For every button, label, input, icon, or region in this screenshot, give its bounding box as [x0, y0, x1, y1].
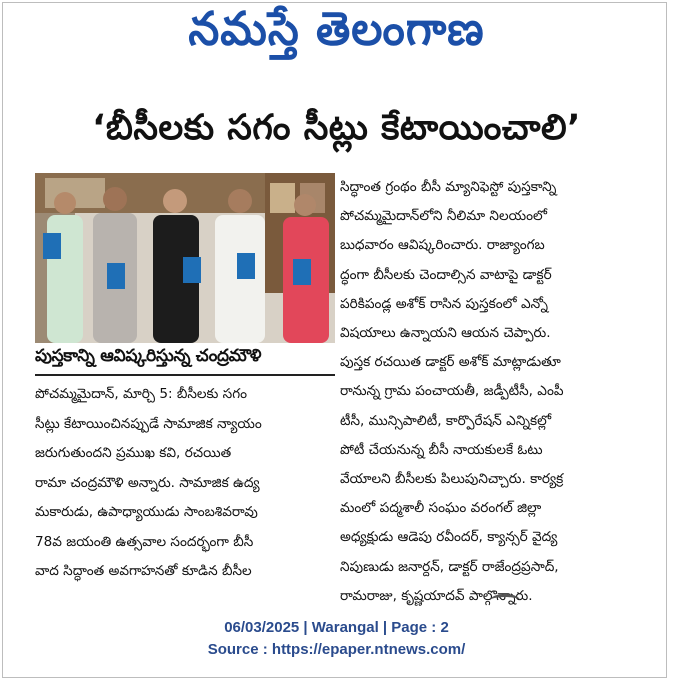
footer-source-link[interactable]: Source : https://epaper.ntnews.com/ [207, 641, 466, 658]
text-line: పరికిపండ్ల అశోక్ రాసిన పుస్తకంలో ఎన్నో [340, 295, 548, 312]
photo-caption: పుస్తకాన్ని ఆవిష్కరిస్తున్న చంద్రమౌళి [35, 346, 262, 366]
text-line: రానున్న గ్రామ పంచాయతీ, జడ్పీటీసీ, ఎంపీ [340, 383, 564, 400]
text-line: టీసీ, మున్సిపాలిటీ, కార్పొరేషన్ ఎన్నికల్లో [340, 412, 552, 429]
article-column-left [35, 380, 338, 587]
text-line: ద్ధంగా బీసీలకు చెందాల్సిన వాటాపై డాక్టర్ [340, 266, 552, 283]
cropped-text-fragment [490, 594, 520, 607]
text-line: సిద్ధాంత గ్రంథం బీసీ మ్యానిఫెస్టో పుస్తకాన్ని [340, 179, 557, 195]
text-line: పోచమ్మమైదాన్, మార్చి 5: బీసీలకు సగం [35, 386, 248, 402]
text-line: వేయాలని బీసీలకు పిలుపునిచ్చారు. కార్యక్ర [340, 471, 564, 488]
text-line: నిపుణుడు జనార్దన్, డాక్టర్ రాజేంద్రప్రసాద్, [340, 558, 559, 575]
text-line: జరుగుతుందని ప్రముఖ కవి, రచయిత [35, 445, 232, 461]
text-line: పోటీ చేయనున్న బీసీ నాయకులకే ఓటు [340, 441, 543, 458]
text-line: వాద సిద్ధాంత అవగాహనతో కూడిన బీసీల [35, 563, 252, 579]
article-headline: ‘బీసీలకు సగం సీట్లు కేటాయించాలి’ [92, 108, 581, 148]
article-photo [35, 173, 335, 343]
text-line: మంలో పద్మశాలీ సంఘం వరంగల్ జిల్లా [340, 500, 542, 517]
article-column-right [340, 173, 638, 611]
newspaper-masthead: నమస్తే తెలంగాణ [188, 2, 485, 56]
text-line: అధ్యక్షుడు ఆడెపు రవీందర్, క్యాన్సర్ వైద్య [340, 529, 558, 546]
text-line: పుస్తక రచయిత డాక్టర్ అశోక్ మాట్లాడుతూ [340, 354, 561, 371]
text-line: రామరాజు, కృష్ణయాదవ్ పాల్గొన్నారు. [340, 587, 533, 604]
text-line: మకారుడు, ఉపాధ్యాయుడు సాంబశివరావు [35, 504, 258, 520]
text-line: బుధవారం ఆవిష్కరించారు. రాజ్యాంగబ [340, 237, 545, 254]
footer-edition-info: 06/03/2025 | Warangal | Page : 2 [224, 619, 449, 636]
text-line: 78వ జయంతి ఉత్సవాల సందర్భంగా బీసీ [35, 533, 254, 550]
caption-divider [35, 374, 335, 376]
text-line: సీట్లు కేటాయించినప్పుడే సామాజిక న్యాయం [35, 415, 262, 432]
text-line: పోచమ్మమైదాన్‌లోని నీలిమా నిలయంలో [340, 208, 547, 225]
text-line: విషయాలు ఉన్నాయని ఆయన చెప్పారు. [340, 325, 551, 342]
text-line: రామా చంద్రమౌళి అన్నారు. సామాజిక ఉద్య [35, 474, 260, 491]
